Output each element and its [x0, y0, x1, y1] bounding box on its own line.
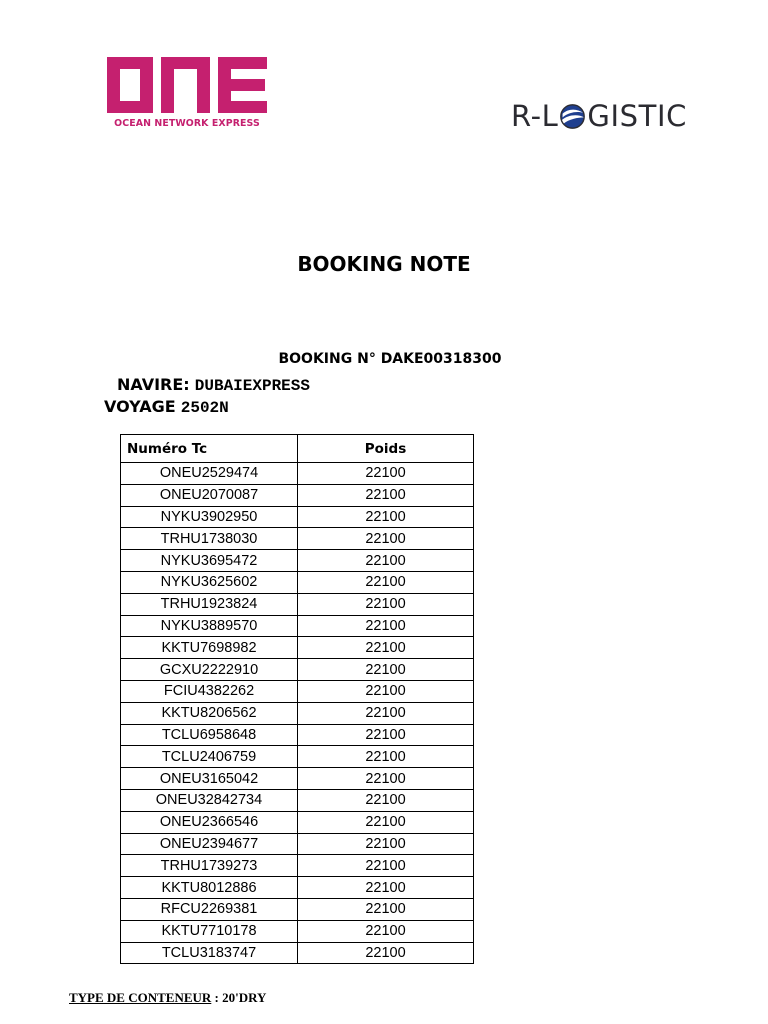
table-row	[121, 833, 474, 855]
voyage-label: VOYAGE	[104, 397, 176, 416]
column-header-numero-tc: Numéro Tc	[121, 435, 298, 463]
container-number-cell: TRHU1738030	[121, 528, 298, 550]
voyage-value: 2502N	[180, 399, 229, 417]
weight-cell: 22100	[298, 528, 474, 550]
r-logistic-text-start: R-L	[511, 99, 559, 133]
container-number-cell: NYKU3889570	[121, 615, 298, 637]
container-number-cell: ONEU2529474	[121, 463, 298, 485]
table-row	[121, 920, 474, 942]
weight-cell: 22100	[298, 593, 474, 615]
container-number-cell: RFCU2269381	[121, 898, 298, 920]
container-number-cell: TRHU1923824	[121, 593, 298, 615]
table-row	[121, 702, 474, 724]
container-number-cell: GCXU2222910	[121, 659, 298, 681]
table-row	[121, 877, 474, 899]
weight-cell: 22100	[298, 877, 474, 899]
table-row	[121, 724, 474, 746]
container-number-cell: NYKU3695472	[121, 550, 298, 572]
weight-cell: 22100	[298, 811, 474, 833]
weight-cell: 22100	[298, 833, 474, 855]
column-header-poids: Poids	[298, 435, 474, 463]
table-row	[121, 484, 474, 506]
weight-cell: 22100	[298, 550, 474, 572]
weight-cell: 22100	[298, 637, 474, 659]
weight-cell: 22100	[298, 615, 474, 637]
table-row	[121, 571, 474, 593]
container-number-cell: KKTU8012886	[121, 877, 298, 899]
weight-cell: 22100	[298, 789, 474, 811]
voyage-line	[104, 397, 229, 417]
container-type-value: : 20'DRY	[211, 990, 267, 1005]
weight-cell: 22100	[298, 680, 474, 702]
container-number-cell: ONEU2366546	[121, 811, 298, 833]
container-table-body	[121, 463, 474, 964]
table-row	[121, 463, 474, 485]
weight-cell: 22100	[298, 571, 474, 593]
container-number-cell: NYKU3902950	[121, 506, 298, 528]
r-logistic-logo	[511, 98, 687, 134]
weight-cell: 22100	[298, 855, 474, 877]
weight-cell: 22100	[298, 746, 474, 768]
one-logo	[107, 57, 267, 133]
navire-line	[117, 375, 310, 395]
table-row	[121, 615, 474, 637]
one-logo-tagline: OCEAN NETWORK EXPRESS	[114, 118, 260, 129]
table-row	[121, 593, 474, 615]
container-number-cell: ONEU2070087	[121, 484, 298, 506]
navire-label: NAVIRE:	[117, 375, 190, 394]
container-number-cell: TCLU2406759	[121, 746, 298, 768]
table-header-row	[121, 435, 474, 463]
table-row	[121, 550, 474, 572]
table-row	[121, 789, 474, 811]
navire-value: DUBAIEXPRESS	[194, 377, 310, 395]
table-row	[121, 811, 474, 833]
table-row	[121, 659, 474, 681]
container-number-cell: ONEU32842734	[121, 789, 298, 811]
weight-cell: 22100	[298, 506, 474, 528]
document-title: BOOKING NOTE	[297, 252, 471, 276]
container-number-cell: TRHU1739273	[121, 855, 298, 877]
table-row	[121, 528, 474, 550]
container-number-cell: KKTU7698982	[121, 637, 298, 659]
container-number-cell: ONEU3165042	[121, 768, 298, 790]
table-row	[121, 768, 474, 790]
r-logistic-text-end: GISTIC	[587, 99, 687, 133]
booking-number: BOOKING N° DAKE00318300	[278, 351, 502, 367]
container-table	[120, 434, 474, 964]
table-row	[121, 680, 474, 702]
weight-cell: 22100	[298, 702, 474, 724]
table-row	[121, 898, 474, 920]
one-logo-letters	[107, 57, 267, 113]
weight-cell: 22100	[298, 659, 474, 681]
weight-cell: 22100	[298, 920, 474, 942]
container-number-cell: NYKU3625602	[121, 571, 298, 593]
weight-cell: 22100	[298, 463, 474, 485]
table-row	[121, 506, 474, 528]
weight-cell: 22100	[298, 942, 474, 964]
weight-cell: 22100	[298, 768, 474, 790]
weight-cell: 22100	[298, 898, 474, 920]
globe-icon	[559, 103, 586, 130]
table-row	[121, 942, 474, 964]
container-type-label: TYPE DE CONTENEUR	[69, 990, 212, 1005]
table-row	[121, 637, 474, 659]
container-type-line	[69, 990, 266, 1006]
container-number-cell: FCIU4382262	[121, 680, 298, 702]
weight-cell: 22100	[298, 724, 474, 746]
container-number-cell: TCLU6958648	[121, 724, 298, 746]
container-number-cell: KKTU7710178	[121, 920, 298, 942]
table-row	[121, 746, 474, 768]
table-row	[121, 855, 474, 877]
container-number-cell: ONEU2394677	[121, 833, 298, 855]
container-number-cell: KKTU8206562	[121, 702, 298, 724]
container-number-cell: TCLU3183747	[121, 942, 298, 964]
weight-cell: 22100	[298, 484, 474, 506]
